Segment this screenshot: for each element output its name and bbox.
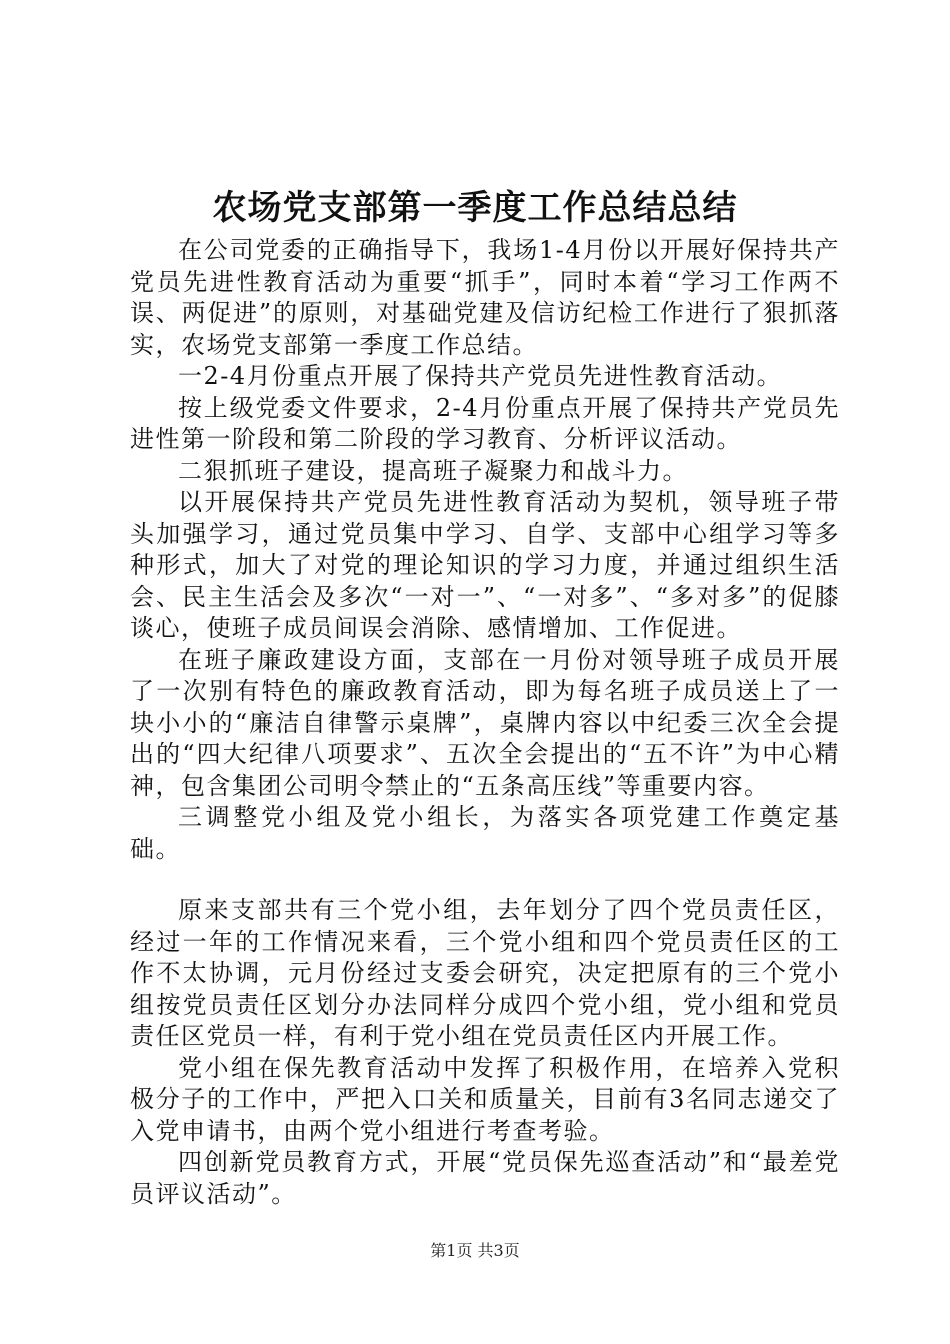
section-heading-4: 四创新党员教育方式，开展“党员保先巡查活动”和“最差党员评议活动”。: [130, 1148, 840, 1208]
page-number-footer: 第1页 共3页: [430, 1241, 520, 1260]
paragraph: 按上级党委文件要求，2-4月份重点开展了保持共产党员先进性第一阶段和第二阶段的学习教育、分析评议活动。: [130, 393, 840, 453]
section-heading-2: 二狠抓班子建设，提高班子凝聚力和战斗力。: [178, 456, 688, 485]
document-title: 农场党支部第一季度工作总结总结: [212, 188, 738, 228]
paragraph: 原来支部共有三个党小组，去年划分了四个党员责任区，经过一年的工作情况来看，三个党小组和四个党员责任区的工作不太协调，元月份经过支委会研究，决定把原有的三个党小组按党员责任区划分办法同样分成四个党小组，党小组和党员责任区党员一样，有利于党小组在党员责任区内开展工作。: [130, 896, 840, 1050]
paragraph-intro: 在公司党委的正确指导下，我场1-4月份以开展好保持共产党员先进性教育活动为重要“抓手”，同时本着“学习工作两不误、两促进”的原则，对基础党建及信访纪检工作进行了狠抓落实，农场党支部第一季度工作总结。: [130, 236, 840, 359]
paragraph: 党小组在保先教育活动中发挥了积极作用，在培养入党积极分子的工作中，严把入口关和质量关，目前有3名同志递交了入党申请书，由两个党小组进行考查考验。: [130, 1053, 840, 1145]
section-heading-3: 三调整党小组及党小组长，为落实各项党建工作奠定基础。: [130, 803, 840, 863]
document-body: [130, 235, 840, 1210]
paragraph: 在班子廉政建设方面，支部在一月份对领导班子成员开展了一次别有特色的廉政教育活动，即为每名班子成员送上了一块小小的“廉洁自律警示桌牌”，桌牌内容以中纪委三次全会提出的“四大纪律八项要求”、五次全会提出的“五不许”为中心精神，包含集团公司明令禁止的“五条高压线”等重要内容。: [130, 645, 840, 800]
paragraph: 以开展保持共产党员先进性教育活动为契机，领导班子带头加强学习，通过党员集中学习、自学、支部中心组学习等多种形式，加大了对党的理论知识的学习力度，并通过组织生活会、民主生活会及多次“一对一”、“一对多”、“多对多”的促膝谈心，使班子成员间误会消除、感情增加、工作促进。: [130, 488, 840, 642]
section-heading-1: 一2-4月份重点开展了保持共产党员先进性教育活动。: [178, 362, 783, 390]
